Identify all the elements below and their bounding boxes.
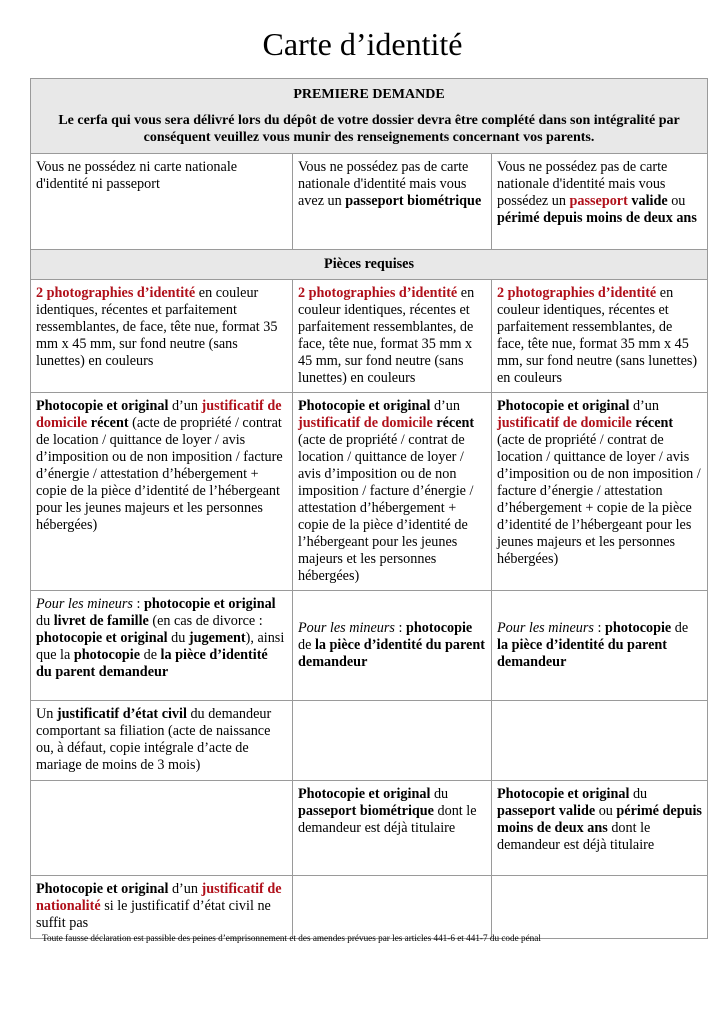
nationalite-empty-3	[492, 876, 708, 939]
mineurs-row	[31, 591, 708, 701]
etat-civil-empty-2	[293, 701, 492, 781]
case-biometric-passport: Vous ne possédez pas de carte nationale d'identité mais vous avez un passeport biométrique	[293, 154, 492, 250]
etat-civil-cell: Un justificatif d’état civil du demandeur comportant sa filiation (acte de naissance ou, à défaut, copie intégrale d’acte de mariage de moins de 3 mois)	[31, 701, 293, 781]
mineurs-cell-1: Pour les mineurs : photocopie et original du livret de famille (en cas de divorce : photocopie et original du jugement), ainsi que la photocopie de la pièce d’identité du parent demandeur	[31, 591, 293, 701]
photos-cell-1: 2 photographies d’identité en couleur identiques, récentes et parfaitement ressemblantes, de face, tête nue, format 35 mm x 45 mm, sur fond neutre (sans lunettes) en couleurs	[31, 280, 293, 393]
passeport-empty-1	[31, 781, 293, 876]
etat-civil-row	[31, 701, 708, 781]
passeport-cell-3: Photocopie et original du passeport valide ou périmé depuis moins de deux ans dont le demandeur est déjà titulaire	[492, 781, 708, 876]
header-row	[31, 79, 708, 154]
header-notice: Le cerfa qui vous sera délivré lors du dépôt de votre dossier devra être complété dans son intégralité par conséquent veuillez vous munir des renseignements concernant vos parents.	[58, 113, 680, 145]
nationalite-row	[31, 876, 708, 939]
pieces-heading-row	[31, 250, 708, 280]
passeport-row	[31, 781, 708, 876]
passeport-cell-2: Photocopie et original du passeport biométrique dont le demandeur est déjà titulaire	[293, 781, 492, 876]
requirements-table	[30, 78, 708, 939]
photos-cell-2: 2 photographies d’identité en couleur identiques, récentes et parfaitement ressemblantes, de face, tête nue, format 35 mm x 45 mm, sur fond neutre (sans lunettes) en couleurs	[293, 280, 492, 393]
nationalite-cell: Photocopie et original d’un justificatif de nationalité si le justificatif d’état civil ne suffit pas	[31, 876, 293, 939]
domicile-row	[31, 393, 708, 591]
photos-row	[31, 280, 708, 393]
case-valid-passport: Vous ne possédez pas de carte nationale d'identité mais vous possédez un passeport valide ou périmé depuis moins de deux ans	[492, 154, 708, 250]
page-title: Carte d’identité	[262, 26, 463, 62]
mineurs-cell-2: Pour les mineurs : photocopie de la pièce d’identité du parent demandeur	[293, 591, 492, 701]
mineurs-cell-3: Pour les mineurs : photocopie de la pièce d’identité du parent demandeur	[492, 591, 708, 701]
domicile-cell-2: Photocopie et original d’un justificatif de domicile récent (acte de propriété / contrat de location / quittance de loyer / avis d’imposition ou de non imposition / facture d’énergie / attestation d’hébergement + copie de la pièce d’identité de l’hébergeant pour les jeunes majeurs et les personnes hébergées)	[293, 393, 492, 591]
etat-civil-empty-3	[492, 701, 708, 781]
case-no-document: Vous ne possédez ni carte nationale d'identité ni passeport	[31, 154, 293, 250]
domicile-cell-3: Photocopie et original d’un justificatif de domicile récent (acte de propriété / contrat de location / quittance de loyer / avis d’imposition ou de non imposition / facture d’énergie / attestation d’hébergement + copie de la pièce d’identité de l’hébergeant pour les jeunes majeurs et les personnes hébergées)	[492, 393, 708, 591]
section-heading: PREMIERE DEMANDE	[293, 87, 445, 102]
domicile-cell-1: Photocopie et original d’un justificatif de domicile récent (acte de propriété / contrat de location / quittance de loyer / avis d’imposition ou de non imposition / facture d’énergie / attestation d’hébergement + copie de la pièce d’identité de l’hébergeant pour les jeunes majeurs et les personnes hébergées)	[31, 393, 293, 591]
header-cell	[31, 79, 708, 154]
cases-row	[31, 154, 708, 250]
nationalite-empty-2	[293, 876, 492, 939]
photos-cell-3: 2 photographies d’identité en couleur identiques, récentes et parfaitement ressemblantes, de face, tête nue, format 35 mm x 45 mm, sur fond neutre (sans lunettes) en couleurs	[492, 280, 708, 393]
pieces-heading: Pièces requises	[31, 250, 708, 280]
legal-footnote: Toute fausse déclaration est passible des peines d’emprisonnement et des amendes prévues par les articles 441-6 et 441-7 du code pénal	[42, 933, 541, 943]
